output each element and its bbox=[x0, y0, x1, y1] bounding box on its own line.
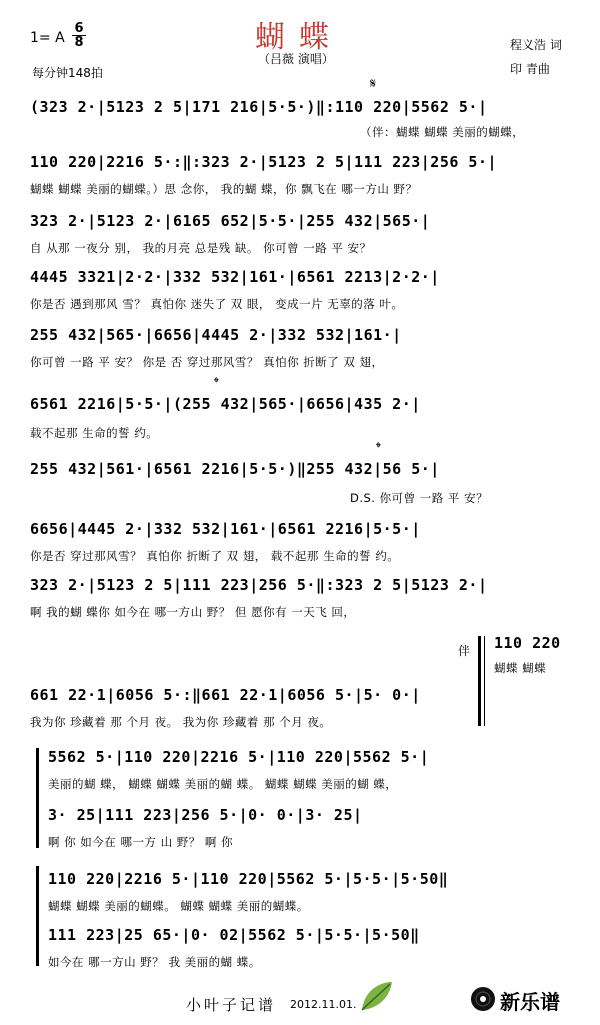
lyric-line: 美丽的蝴 蝶， 蝴蝶 蝴蝶 美丽的蝴 蝶。 蝴蝶 蝴蝶 美丽的蝴 蝶， bbox=[48, 777, 398, 791]
notation-line: 255 432|565·|6656|4445 2·|332 532|161·| bbox=[30, 326, 402, 344]
notation-line: 255 432|561·|6561 2216|5·5·)‖255 432|56 5·| bbox=[30, 460, 440, 478]
segno-icon: 𝄋 bbox=[370, 76, 377, 92]
time-signature: 6 8 bbox=[72, 22, 86, 49]
system-bracket bbox=[36, 866, 39, 966]
lyric-line: 蝴蝶 蝴蝶 美丽的蝴蝶。 蝴蝶 蝴蝶 美丽的蝴蝶。 bbox=[48, 899, 309, 913]
coda-icon: 𝄌 bbox=[214, 375, 219, 391]
coda-icon: 𝄌 bbox=[376, 440, 381, 456]
notation-line: 110 220|2216 5·|110 220|5562 5·|5·5·|5·50‖ bbox=[48, 870, 449, 888]
notation-line: 4445 3321|2·2·|332 532|161·|6561 2213|2·2·| bbox=[30, 268, 440, 286]
lyric-line: （伴：蝴蝶 蝴蝶 美丽的蝴蝶， bbox=[360, 125, 525, 139]
leaf-icon bbox=[356, 978, 396, 1014]
lyric-line: 自 从那 一夜分 别， 我的月亮 总是残 缺。 你可曾 一路 平 安？ bbox=[30, 241, 372, 255]
lyric-line: 载不起那 生命的誓 约。 bbox=[30, 426, 159, 440]
system-bracket bbox=[484, 636, 485, 726]
lyric-line: D.S. 你可曾 一路 平 安？ bbox=[350, 491, 489, 505]
brand-logo[interactable]: 新乐谱 bbox=[500, 990, 560, 1014]
system-bracket bbox=[478, 636, 481, 726]
lyric-line: 啊 你 如今在 哪一方 山 野？ 啊 你 bbox=[48, 835, 234, 849]
tempo-marking: 每分钟148拍 bbox=[32, 66, 103, 80]
accompaniment-lyrics: 蝴蝶 蝴蝶 bbox=[494, 661, 547, 675]
lyricist: 程义浩 词 bbox=[510, 38, 562, 52]
lyric-line: 你是否 穿过那风雪？ 真怕你 折断了 双 翅， 载不起那 生命的誓 约。 bbox=[30, 549, 400, 563]
record-icon bbox=[470, 986, 496, 1012]
notation-line: 5562 5·|110 220|2216 5·|110 220|5562 5·| bbox=[48, 748, 430, 766]
notation-line: 110 220|2216 5·:‖:323 2·|5123 2 5|111 223|256 5·| bbox=[30, 153, 498, 171]
key-signature: 1= A bbox=[30, 30, 65, 46]
notation-line: (323 2·|5123 2 5|171 216|5·5·)‖:110 220|5562 5·| bbox=[30, 98, 488, 116]
lyric-line: 你是否 遇到那风 雪？ 真怕你 迷失了 双 眼， 变成一片 无辜的落 叶。 bbox=[30, 297, 404, 311]
notation-line: 6561 2216|5·5·|(255 432|565·|6656|435 2·| bbox=[30, 395, 421, 413]
lyric-line: 你可曾 一路 平 安？ 你是 否 穿过那风雪？ 真怕你 折断了 双 翅， bbox=[30, 355, 384, 369]
system-bracket bbox=[36, 748, 39, 848]
song-title: 蝴蝶 bbox=[255, 20, 343, 55]
notation-line: 323 2·|5123 2·|6165 652|5·5·|255 432|565·| bbox=[30, 212, 431, 230]
lyric-line: 我为你 珍藏着 那 个月 夜。 我为你 珍藏着 那 个月 夜。 bbox=[30, 715, 332, 729]
lyric-line: 如今在 哪一方山 野？ 我 美丽的蝴 蝶。 bbox=[48, 955, 261, 969]
transcriber-signature: 小叶子记谱 bbox=[186, 996, 277, 1014]
accompaniment-label: 伴 bbox=[458, 644, 471, 658]
notation-line: 3· 25|111 223|256 5·|0· 0·|3· 25| bbox=[48, 806, 363, 824]
performer: （吕薇 演唱） bbox=[258, 52, 334, 66]
accompaniment-notes: 110 220 bbox=[494, 634, 561, 652]
lyric-line: 蝴蝶 蝴蝶 美丽的蝴蝶。）思 念你， 我的蝴 蝶，你 飘飞在 哪一方山 野？ bbox=[30, 182, 418, 196]
notation-line: 323 2·|5123 2 5|111 223|256 5·‖:323 2 5|5123 2·| bbox=[30, 576, 488, 594]
transcription-date: 2012.11.01. bbox=[290, 998, 357, 1011]
lyric-line: 啊 我的蝴 蝶你 如今在 哪一方山 野？ 但 愿你有 一天飞 回， bbox=[30, 605, 356, 619]
notation-line: 6656|4445 2·|332 532|161·|6561 2216|5·5·| bbox=[30, 520, 421, 538]
composer: 印 青曲 bbox=[510, 62, 550, 76]
notation-line: 661 22·1|6056 5·:‖661 22·1|6056 5·|5· 0·| bbox=[30, 686, 421, 704]
notation-line: 111 223|25 65·|0· 02|5562 5·|5·5·|5·50‖ bbox=[48, 926, 420, 944]
